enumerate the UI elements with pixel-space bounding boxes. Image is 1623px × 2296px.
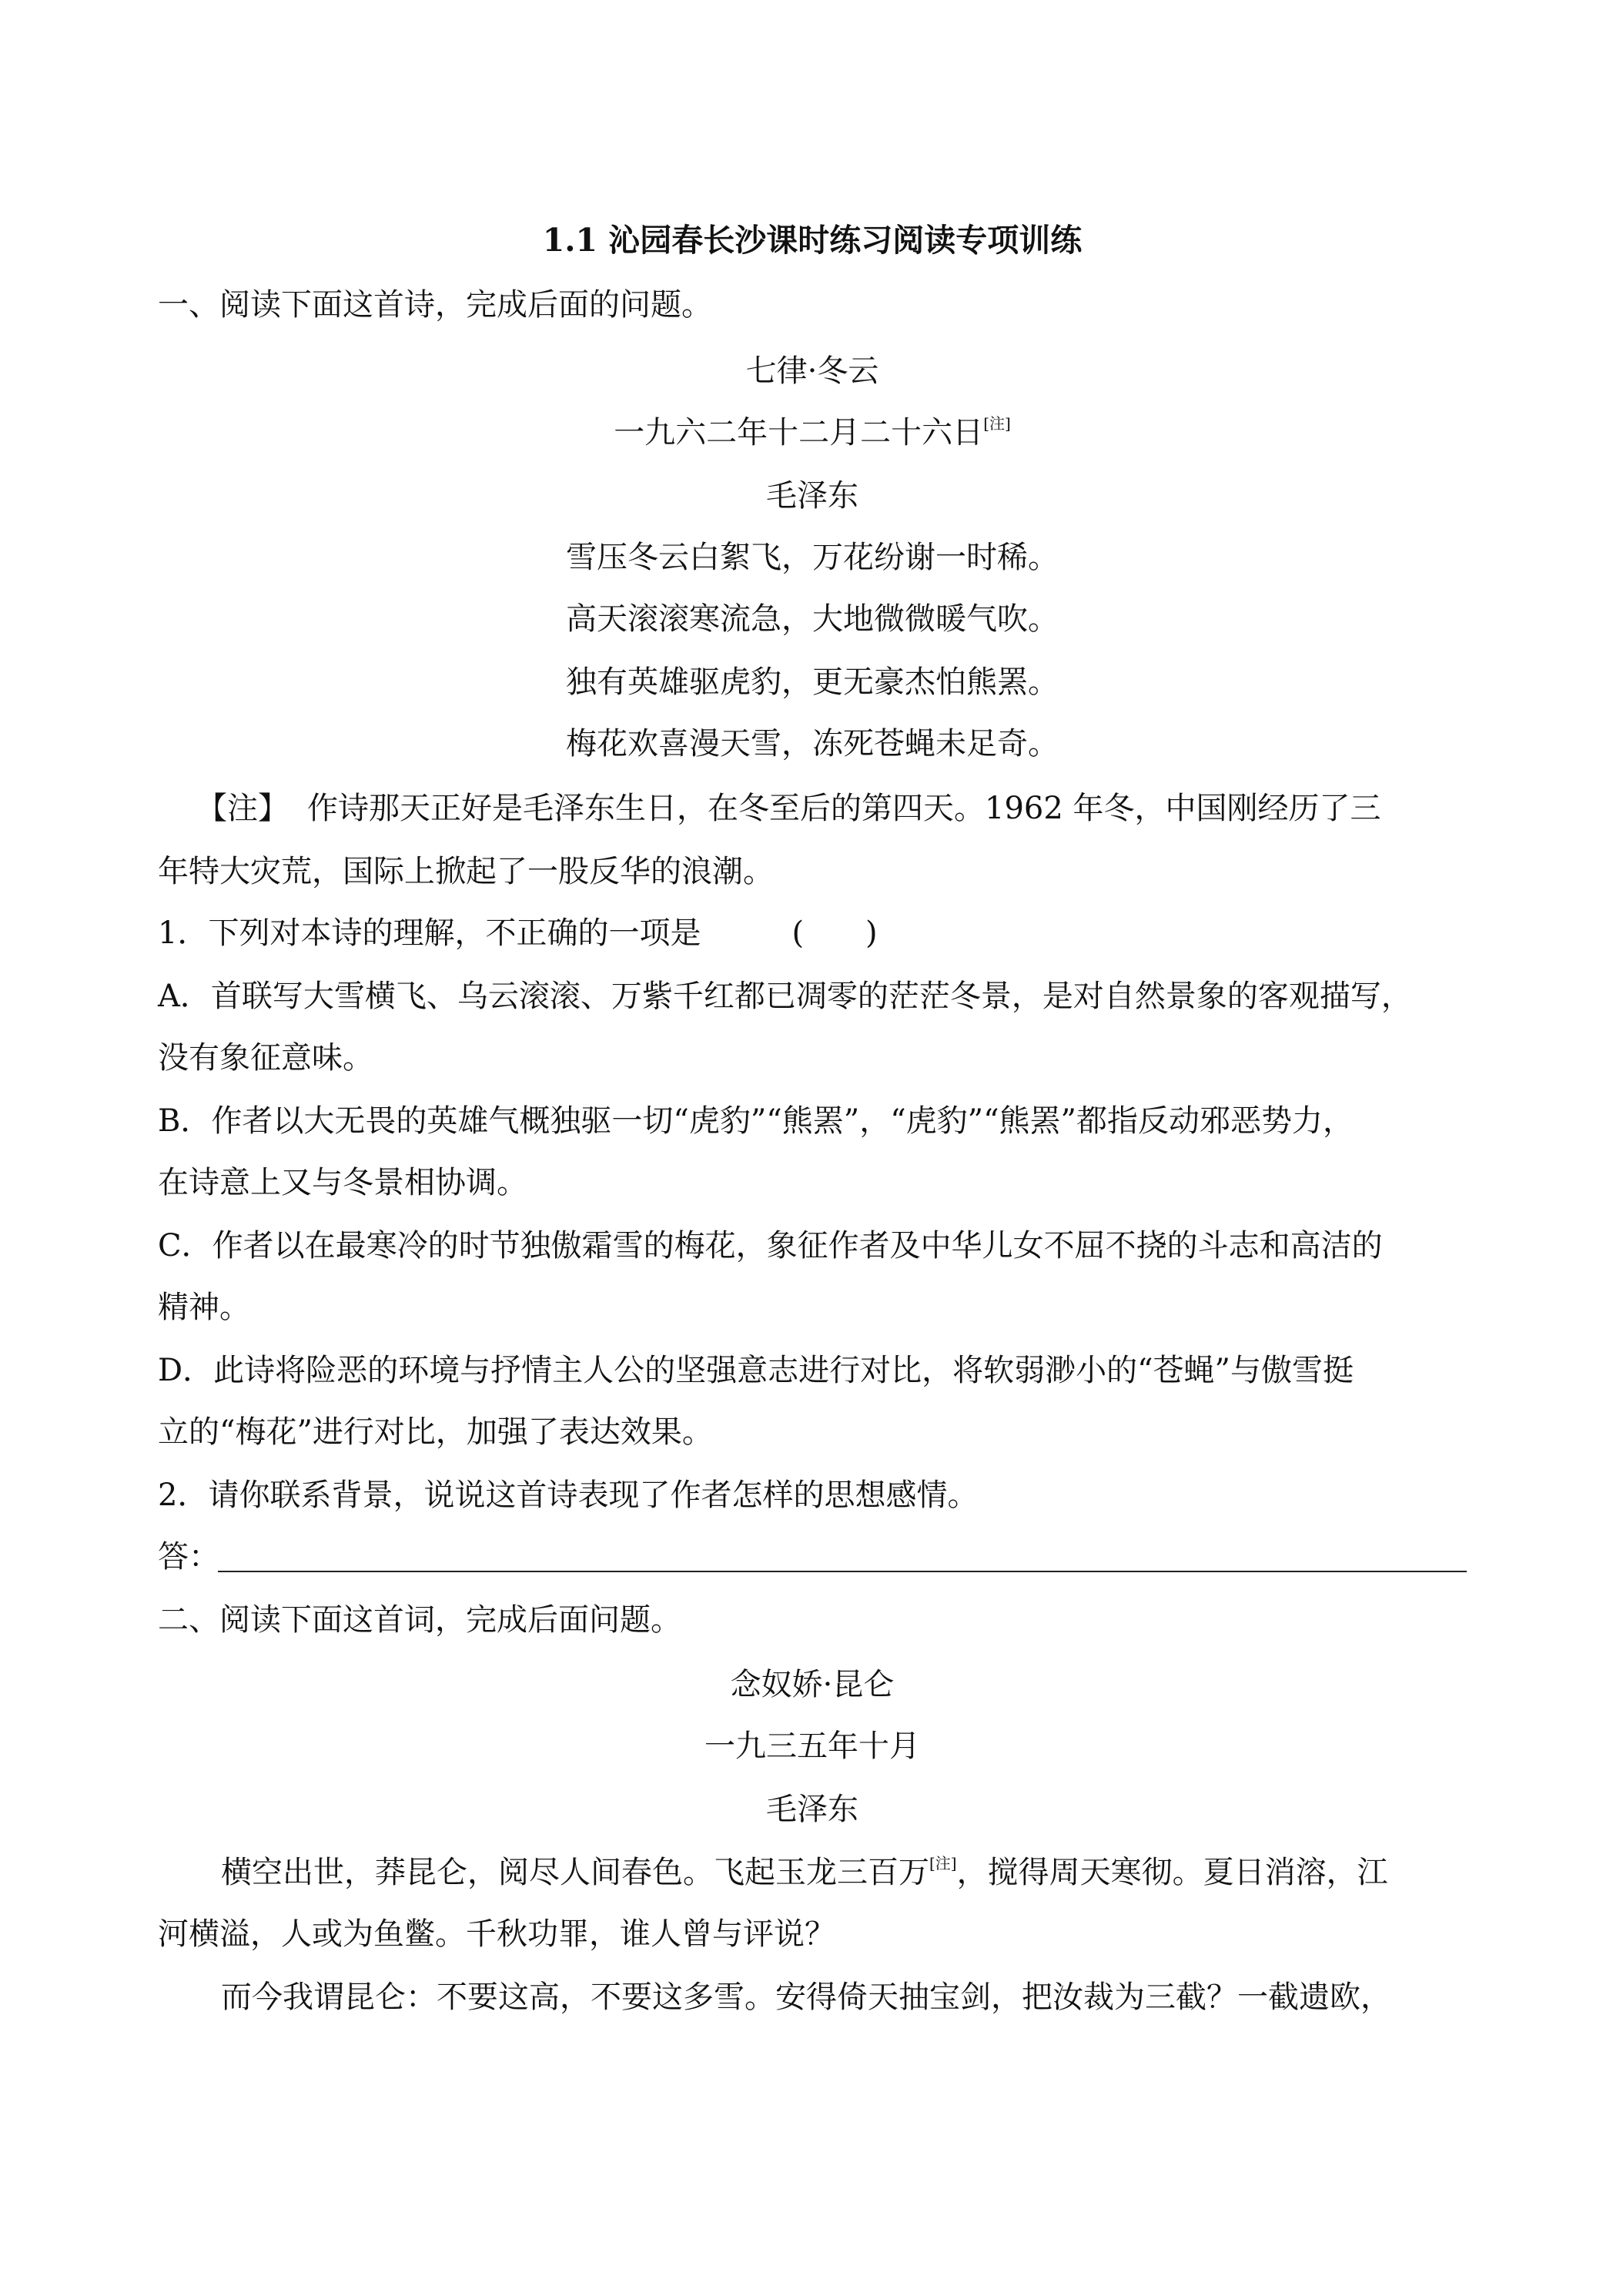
option-d-line-1: D．此诗将险恶的环境与抒情主人公的坚强意志进行对比，将软弱渺小的“苍蝇”与傲雪挺 [158,1353,1354,1388]
option-b-line-1: B．作者以大无畏的英雄气概独驱一切“虎豹”“熊罴”，“虎豹”“熊罴”都指反动邪恶势力， [158,1103,1354,1139]
question-1-text: 1．下列对本诗的理解，不正确的一项是 [158,915,701,951]
poem2-para1-line-2: 河横溢，人或为鱼鳖。千秋功罪，谁人曾与评说？ [158,1916,835,1952]
poem2-title: 念奴娇·昆仑 [730,1667,895,1702]
poem2-para2-line-1: 而今我谓昆仑：不要这高，不要这多雪。安得倚天抽宝剑，把汝裁为三截？一截遗欧， [221,1980,1391,2015]
answer-label: 答： [158,1539,219,1575]
poem1-line-3: 独有英雄驱虎豹，更无豪杰怕熊罴。 [566,664,1059,700]
poem1-line-4: 梅花欢喜漫天雪，冻死苍蝇未足奇。 [566,726,1059,761]
poem2-para1-line-1 [158,1854,1467,1891]
poem1-note-ref: [注] [983,413,1011,433]
poem1-line-2: 高天滚滚寒流急，大地微微暖气吹。 [566,601,1059,637]
option-c-line-2: 精神。 [158,1290,250,1325]
poem1-line-1: 雪压冬云白絮飞，万花纷谢一时稀。 [566,540,1059,575]
note-text-2: 年特大灾荒，国际上掀起了一股反华的浪潮。 [158,854,774,889]
section1-heading: 一、阅读下面这首诗，完成后面的问题。 [158,287,712,323]
section2-heading: 二、阅读下面这首词，完成后面问题。 [158,1602,681,1638]
poem2-para1-part-b: ，搅得周天寒彻。夏日消溶，江 [956,1855,1388,1890]
option-c-line-1: C．作者以在最寒冷的时节独傲霜雪的梅花，象征作者及中华儿女不屈不挠的斗志和高洁的 [158,1228,1383,1263]
option-d-line-2: 立的“梅花”进行对比，加强了表达效果。 [158,1414,713,1450]
page-title: 1.1 沁园春长沙课时练习阅读专项训练 [542,222,1083,259]
answer-line[interactable] [218,1571,1467,1572]
question-1 [158,915,1467,952]
answer-blank-paren[interactable]: ( ) [791,915,878,951]
option-a-line-2: 没有象征意味。 [158,1040,373,1076]
poem1-note [158,790,1467,827]
poem1-date [158,414,1467,451]
poem1-title: 七律·冬云 [745,353,879,389]
answer-row [158,1538,1467,1575]
question-2: 2．请你联系背景，说说这首诗表现了作者怎样的思想感情。 [158,1478,979,1513]
poem2-date: 一九三五年十月 [704,1729,920,1764]
poem2-note-ref: [注] [929,1853,957,1873]
poem2-author: 毛泽东 [766,1792,858,1827]
note-text-1: 作诗那天正好是毛泽东生日，在冬至后的第四天。1962 年冬，中国刚经历了三 [307,791,1381,826]
option-a-line-1: A．首联写大雪横飞、乌云滚滚、万紫千红都已凋零的茫茫冬景，是对自然景象的客观描写， [158,979,1412,1014]
note-label: 【注】 [196,791,289,826]
poem1-author: 毛泽东 [766,478,858,514]
poem1-date-text: 一九六二年十二月二十六日 [614,415,984,450]
poem2-para1-part-a: 横空出世，莽昆仑，阅尽人间春色。飞起玉龙三百万 [221,1855,929,1890]
option-b-line-2: 在诗意上又与冬景相协调。 [158,1165,527,1200]
